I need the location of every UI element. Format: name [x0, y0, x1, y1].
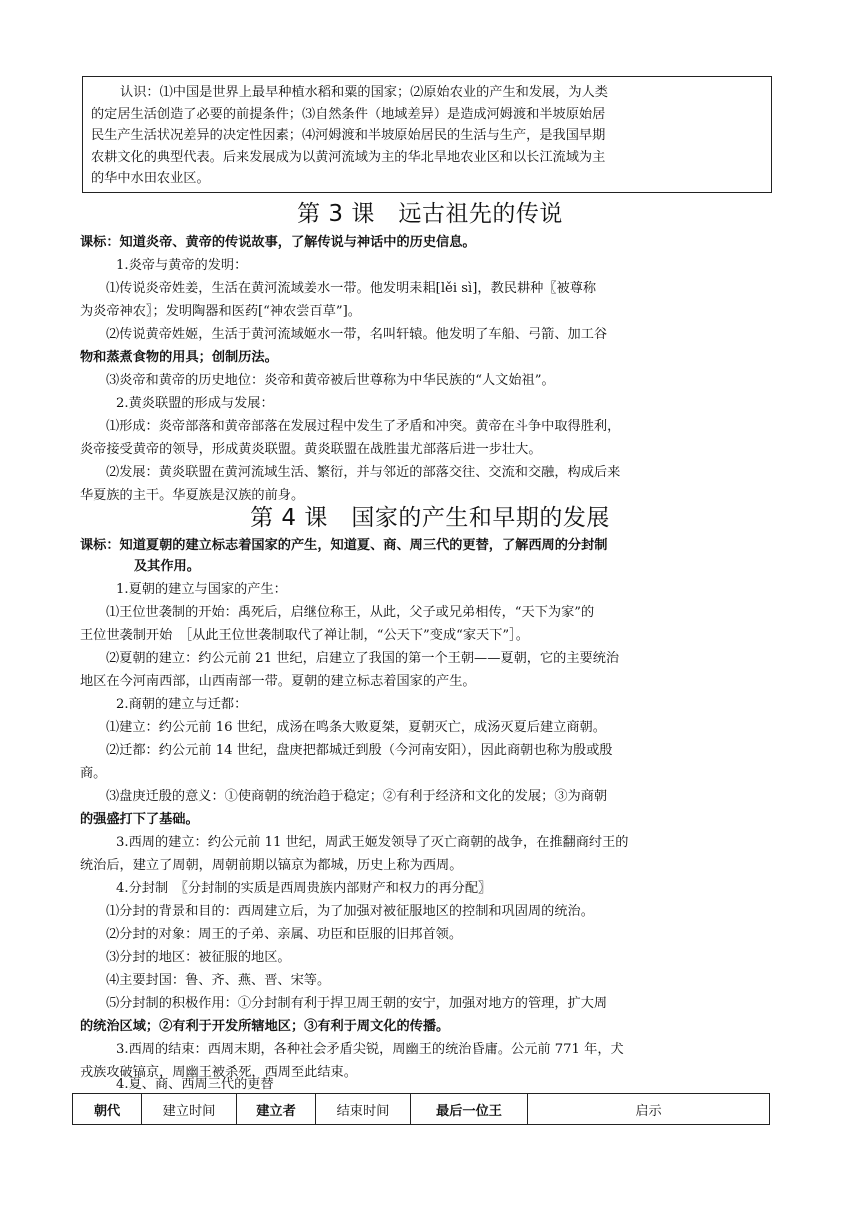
lesson3-subheading: 2.黄炎联盟的形成与发展：: [116, 396, 274, 411]
lesson3-text: 物和蒸煮食物的用具；创制历法。: [80, 350, 278, 365]
lesson4-text: ⑵迁都：约公元前 14 世纪，盘庚把都城迁到殷（今河南安阳），因此商朝也称为殷或殷: [106, 743, 613, 758]
lesson4-text: ⑴王位世袭制的开始：禹死后，启继位称王，从此，父子或兄弟相传，“天下为家”的: [106, 605, 595, 620]
lesson3-title: 第 3 课 远古祖先的传说: [297, 201, 563, 227]
lesson3-standard: 课标：知道炎帝、黄帝的传说故事，了解传说与神话中的历史信息。: [80, 235, 476, 250]
lesson4-table-caption: 4.夏、商、西周三代的更替: [116, 1077, 274, 1092]
lesson4-text: 的统治区域；②有利于开发所辖地区；③有利于周文化的传播。: [80, 1019, 450, 1034]
intro-line: 农耕文化的典型代表。后来发展成为以黄河流域为主的华北旱地农业区和以长江流域为主: [91, 149, 606, 165]
intro-line: 的华中水田农业区。: [91, 171, 210, 187]
lesson3-subheading: 1.炎帝与黄帝的发明：: [116, 258, 248, 273]
table-header-cell: 建立者: [237, 1094, 316, 1125]
intro-line: 的定居生活创造了必要的前提条件；⑶自然条件（地域差异）是造成河姆渡和半坡原始居: [91, 106, 606, 122]
intro-line: 认识：⑴中国是世界上最早种植水稻和粟的国家；⑵原始农业的产生和发展，为人类: [120, 85, 608, 100]
lesson4-subheading: 2.商朝的建立与迁都：: [116, 697, 248, 712]
lesson4-subheading: 4.分封制 〖分封制的实质是西周贵族内部财产和权力的再分配〗: [116, 881, 492, 896]
intro-line: 民生产生活状况差异的决定性因素；⑷河姆渡和半坡原始居民的生活与生产，是我国早期: [91, 128, 606, 144]
lesson4-text: 统治后，建立了周朝，周朝前期以镐京为都城，历史上称为西周。: [80, 858, 463, 873]
table-header-cell: 结束时间: [316, 1094, 411, 1125]
lesson4-text: ⑷主要封国：鲁、齐、燕、晋、宋等。: [106, 973, 331, 988]
lesson4-text: ⑶盘庚迁殷的意义：①使商朝的统治趋于稳定；②有利于经济和文化的发展；③为商朝: [106, 789, 608, 804]
lesson4-text: 的强盛打下了基础。: [80, 812, 199, 827]
lesson4-standard: 课标：知道夏朝的建立标志着国家的产生，知道夏、商、周三代的更替，了解西周的分封制: [80, 538, 608, 553]
lesson4-text: 地区在今河南西部，山西南部一带。夏朝的建立标志着国家的产生。: [80, 674, 476, 689]
lesson4-text: ⑶分封的地区：被征服的地区。: [106, 950, 291, 965]
lesson4-standard: 及其作用。: [134, 559, 200, 574]
lesson4-text: 3.西周的建立：约公元前 11 世纪，周武王姬发领导了灭亡商朝的战争，在推翻商纣王的: [116, 835, 629, 850]
lesson3-text: ⑴传说炎帝姓姜，生活在黄河流域姜水一带。他发明耒耜[lěi sì]，教民耕种〖被尊称: [106, 281, 597, 296]
table-header-row: [73, 1094, 770, 1125]
lesson4-text: ⑸分封制的积极作用：①分封制有利于捍卫周王朝的安宁，加强对地方的管理，扩大周: [106, 996, 608, 1011]
lesson4-text: 商。: [80, 766, 107, 781]
lesson4-text: 王位世袭制开始 ［从此王位世袭制取代了禅让制，“公天下”变成“家天下”］。: [80, 628, 529, 643]
lesson4-text: 3.西周的结束：西周末期，各种社会矛盾尖锐，周幽王的统治昏庸。公元前 771 年，犬: [116, 1042, 624, 1057]
dynasty-table: [72, 1093, 770, 1125]
lesson4-text: ⑵分封的对象：周王的子弟、亲属、功臣和臣服的旧邦首领。: [106, 927, 463, 942]
lesson3-text: ⑵传说黄帝姓姬，生活于黄河流域姬水一带，名叫轩辕。他发明了车船、弓箭、加工谷: [106, 327, 608, 342]
table-header-cell: 建立时间: [142, 1094, 237, 1125]
lesson4-text: ⑵夏朝的建立：约公元前 21 世纪，启建立了我国的第一个王朝——夏朝，它的主要统治: [106, 651, 620, 666]
lesson3-text: 为炎帝神农〗；发明陶器和医药[“神农尝百草”]。: [80, 304, 361, 319]
lesson3-text: 炎帝接受黄帝的领导，形成黄炎联盟。黄炎联盟在战胜蚩尤部落后进一步壮大。: [80, 442, 542, 457]
lesson3-text: ⑴形成：炎帝部落和黄帝部落在发展过程中发生了矛盾和冲突。黄帝在斗争中取得胜利，: [106, 419, 621, 434]
lesson4-text: ⑴分封的背景和目的：西周建立后，为了加强对被征服地区的控制和巩固周的统治。: [106, 904, 594, 919]
lesson4-text: ⑴建立：约公元前 16 世纪，成汤在鸣条大败夏桀，夏朝灭亡，成汤灭夏后建立商朝。: [106, 720, 606, 735]
lesson3-text: ⑶炎帝和黄帝的历史地位：炎帝和黄帝被后世尊称为中华民族的“人文始祖”。: [106, 373, 555, 388]
lesson4-subheading: 1.夏朝的建立与国家的产生：: [116, 582, 287, 597]
lesson4-text: 戎族攻破镐京，周幽王被杀死，西周至此结束。: [80, 1065, 357, 1080]
lesson3-text: 华夏族的主干。华夏族是汉族的前身。: [80, 488, 305, 503]
intro-summary-box: [82, 76, 772, 193]
table-header-cell: 最后一位王: [411, 1094, 528, 1125]
lesson3-text: ⑵发展：黄炎联盟在黄河流域生活、繁衍，并与邻近的部落交往、交流和交融，构成后来: [106, 465, 621, 480]
lesson4-title: 第 4 课 国家的产生和早期的发展: [250, 505, 610, 531]
table-header-cell: 朝代: [73, 1094, 142, 1125]
table-header-cell: 启示: [528, 1094, 770, 1125]
